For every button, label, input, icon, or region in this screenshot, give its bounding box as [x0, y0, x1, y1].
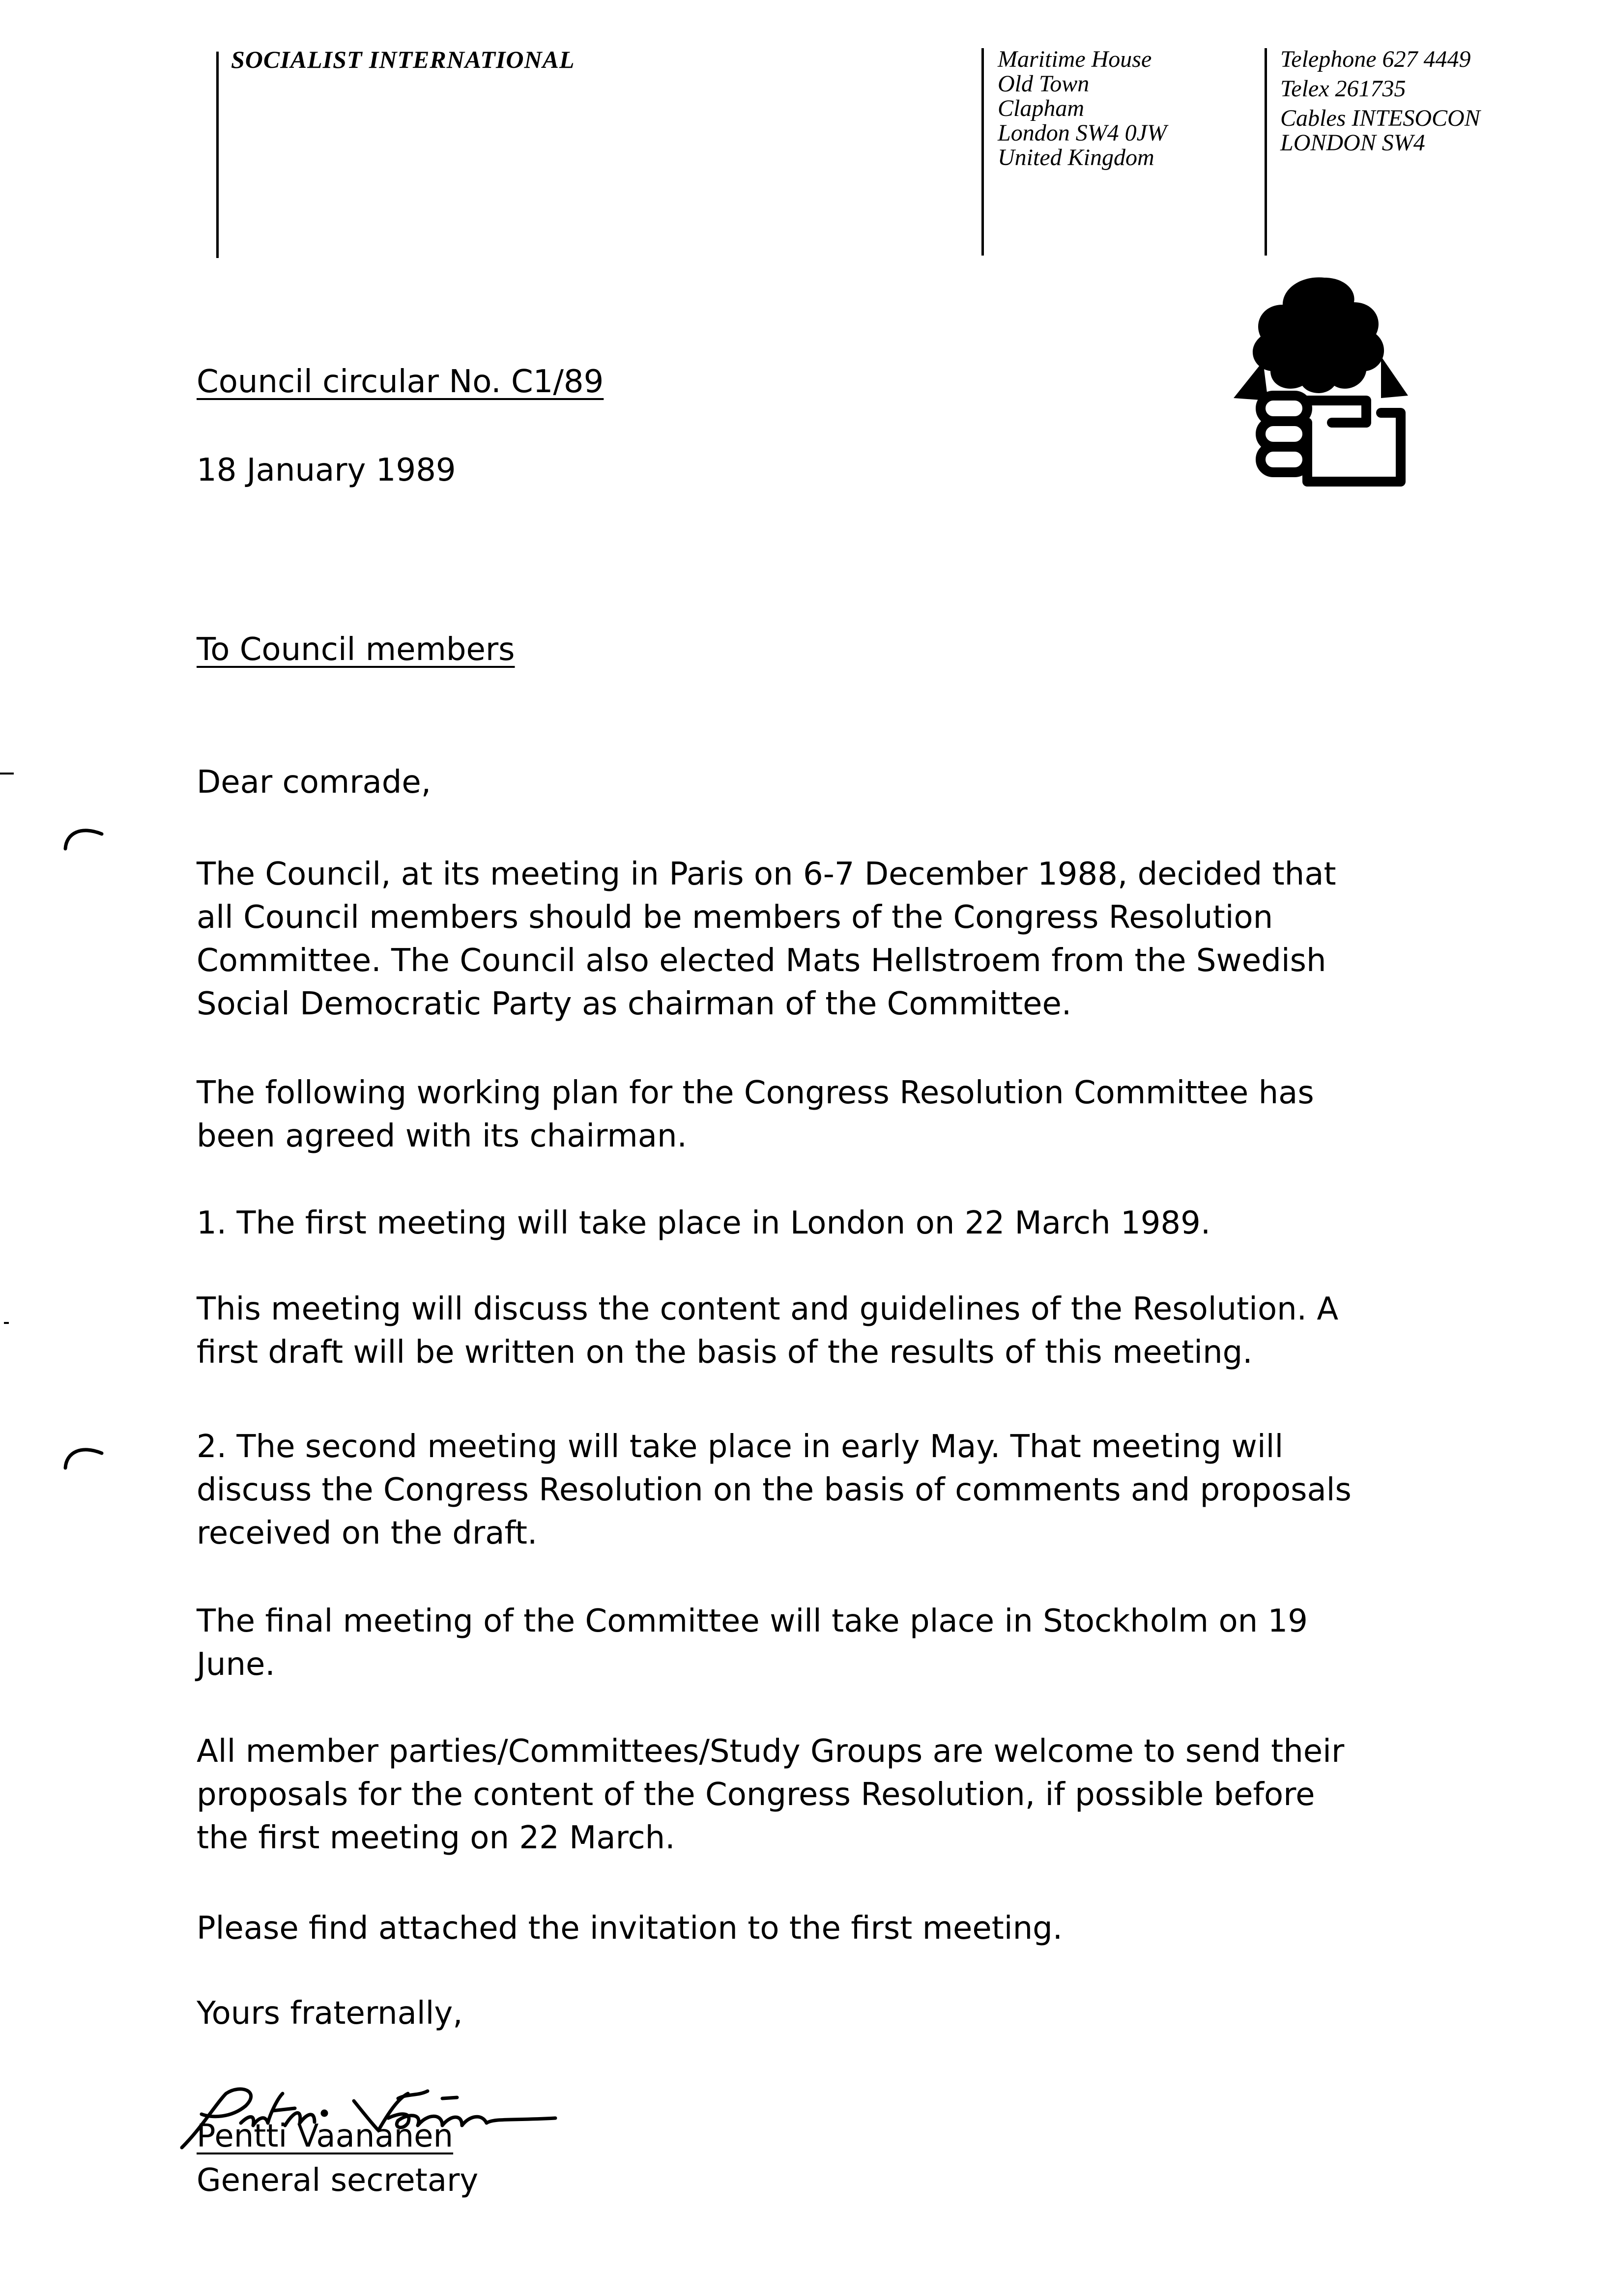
- contact-block: [1280, 47, 1480, 160]
- address-block: [998, 47, 1167, 170]
- punch-hole-mark: [61, 1442, 106, 1472]
- paragraph-line: 1. The first meeting will take place in London on 22 March 1989.: [197, 1205, 1211, 1241]
- paragraph-line: All member parties/Committees/Study Groups are welcome to send their: [197, 1733, 1345, 1770]
- paragraph-line: discuss the Congress Resolution on the basis of comments and proposals: [197, 1472, 1352, 1508]
- header-divider-middle: [981, 48, 984, 256]
- paragraph-line: This meeting will discuss the content and guidelines of the Resolution. A: [197, 1291, 1339, 1327]
- header-divider-left: [216, 52, 219, 258]
- signer-name: Pentti Vaananen: [197, 2118, 454, 2154]
- margin-tick-mark: [0, 773, 14, 775]
- contact-line: Cables INTESOCON: [1280, 105, 1480, 131]
- paragraph-proposals: [197, 1730, 1344, 1860]
- paragraph-line: 2. The second meeting will take place in early May. That meeting will: [197, 1429, 1284, 1465]
- paragraph-line: Committee. The Council also elected Mats Hellstroem from the Swedish: [197, 943, 1326, 979]
- paragraph-council-decision: [197, 853, 1336, 1026]
- recipient-line: To Council members: [197, 631, 515, 668]
- contact-line: Telephone 627 4449: [1280, 46, 1471, 72]
- address-line: Old Town: [998, 71, 1090, 97]
- organization-name: SOCIALIST INTERNATIONAL: [231, 46, 575, 73]
- paragraph-line: first draft will be written on the basis of the results of this meeting.: [197, 1334, 1253, 1371]
- paragraph-line: The Council, at its meeting in Paris on 6-7 December 1988, decided that: [197, 856, 1336, 892]
- paragraph-line: received on the draft.: [197, 1515, 538, 1551]
- raised-fist-rose-logo-icon: [1234, 275, 1415, 496]
- circular-number: Council circular No. C1/89: [197, 364, 604, 400]
- paragraph-attachment: [197, 1907, 1063, 1950]
- paragraph-line: Social Democratic Party as chairman of the Committee.: [197, 986, 1072, 1022]
- contact-line: Telex 261735: [1280, 76, 1406, 102]
- paragraph-final-meeting: [197, 1600, 1308, 1686]
- paragraph-line: The following working plan for the Congress Resolution Committee has: [197, 1075, 1314, 1111]
- margin-tick-mark: [4, 1322, 9, 1324]
- signer-title: General secretary: [197, 2162, 479, 2199]
- address-line: Clapham: [998, 95, 1085, 121]
- paragraph-working-plan: [197, 1071, 1314, 1158]
- address-line: Maritime House: [998, 46, 1152, 72]
- address-line: United Kingdom: [998, 144, 1154, 171]
- paragraph-first-meeting: [197, 1202, 1210, 1245]
- salutation: Dear comrade,: [197, 764, 432, 801]
- paragraph-line: all Council members should be members of the Congress Resolution: [197, 899, 1273, 936]
- paragraph-line: the first meeting on 22 March.: [197, 1820, 675, 1856]
- paragraph-second-meeting: [197, 1425, 1352, 1555]
- paragraph-line: June.: [197, 1646, 275, 1683]
- punch-hole-mark: [61, 823, 106, 853]
- paragraph-first-meeting-details: [197, 1288, 1338, 1374]
- header-divider-right: [1265, 48, 1267, 256]
- contact-line: LONDON SW4: [1280, 130, 1425, 156]
- paragraph-line: The final meeting of the Committee will take place in Stockholm on 19: [197, 1603, 1308, 1639]
- paragraph-line: been agreed with its chairman.: [197, 1118, 687, 1154]
- circular-date: 18 January 1989: [197, 452, 456, 488]
- valediction: Yours fraternally,: [197, 1995, 463, 2032]
- address-line: London SW4 0JW: [998, 120, 1167, 146]
- paragraph-line: Please find attached the invitation to the first meeting.: [197, 1910, 1063, 1947]
- paragraph-line: proposals for the content of the Congress Resolution, if possible before: [197, 1777, 1315, 1813]
